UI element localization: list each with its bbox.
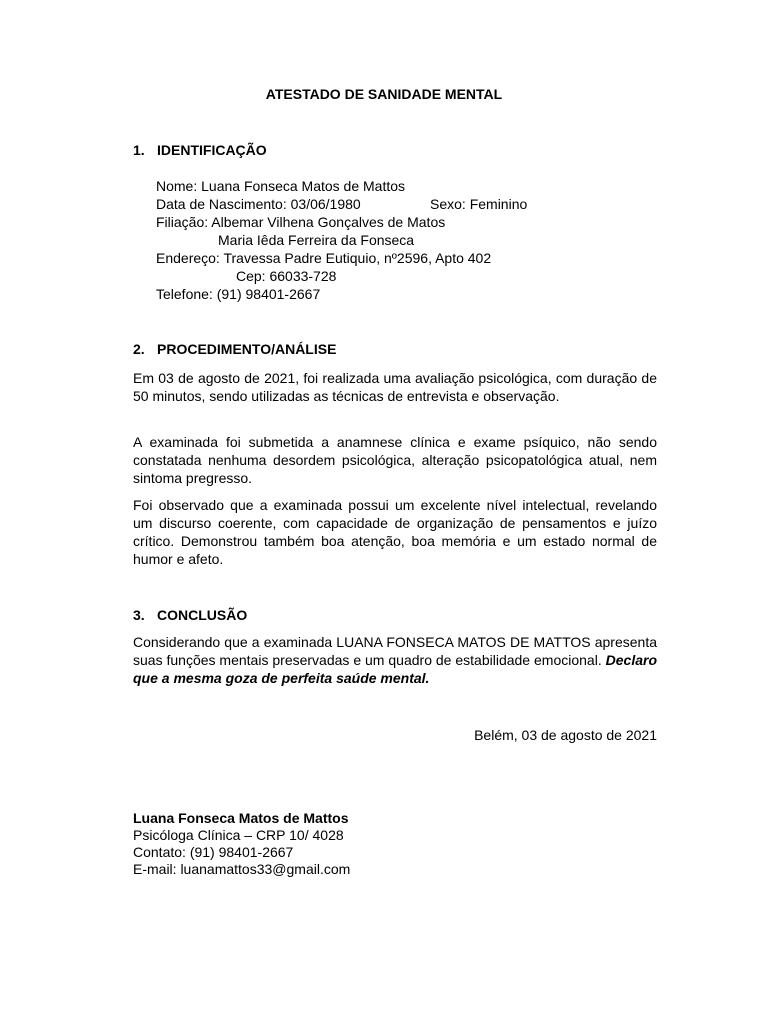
section-number: 1.	[133, 142, 145, 158]
section-number: 2.	[133, 341, 145, 357]
section-title: CONCLUSÃO	[157, 607, 248, 623]
document-title: ATESTADO DE SANIDADE MENTAL	[265, 86, 503, 102]
id-name: Nome: Luana Fonseca Matos de Mattos	[156, 178, 406, 194]
id-phone: Telefone: (91) 98401-2667	[156, 286, 321, 302]
analysis-paragraph-2: A examinada foi submetida a anamnese clínica e exame psíquico, não sendo constatada nenhuma desordem psicológica, alteração psicopatológica atual, nem sintoma pregresso.	[133, 434, 657, 486]
conclusion-declaration: Declaro que a mesma goza de perfeita saúde mental.	[133, 652, 657, 686]
place-date: Belém, 03 de agosto de 2021	[474, 727, 657, 743]
signature-role: Psicóloga Clínica – CRP 10/ 4028	[133, 827, 344, 843]
id-sex: Sexo: Feminino	[430, 196, 528, 212]
id-cep: Cep: 66033-728	[236, 268, 337, 284]
section-number: 3.	[133, 607, 145, 623]
section-title: IDENTIFICAÇÃO	[157, 142, 267, 158]
section-identification-heading	[133, 141, 267, 159]
analysis-paragraph-1: Em 03 de agosto de 2021, foi realizada uma avaliação psicológica, com duração de 50 minutos, sendo utilizadas as técnicas de entrevista e observação.	[133, 370, 657, 404]
conclusion-paragraph	[133, 633, 657, 687]
id-filiation-father: Filiação: Albemar Vilhena Gonçalves de Matos	[156, 214, 446, 230]
section-analysis-heading	[133, 340, 336, 358]
id-address: Endereço: Travessa Padre Eutiquio, nº2596, Apto 402	[156, 250, 492, 266]
section-conclusion-heading	[133, 606, 247, 624]
id-birth: Data de Nascimento: 03/06/1980	[156, 196, 361, 212]
conclusion-text: Considerando que a examinada LUANA FONSECA MATOS DE MATTOS apresenta suas funções mentais preservadas e um quadro de estabilidade emocional.	[133, 634, 657, 668]
section-title: PROCEDIMENTO/ANÁLISE	[157, 341, 337, 357]
analysis-paragraph-3: Foi observado que a examinada possui um excelente nível intelectual, revelando um discurso coerente, com capacidade de organização de pensamentos e juízo crítico. Demonstrou também boa atenção, boa memória e um estado normal de humor e afeto.	[133, 497, 657, 567]
id-filiation-mother: Maria Iêda Ferreira da Fonseca	[218, 232, 415, 248]
signature-name: Luana Fonseca Matos de Mattos	[133, 810, 349, 826]
signature-contact: Contato: (91) 98401-2667	[133, 844, 294, 860]
signature-email: E-mail: luanamattos33@gmail.com	[133, 861, 351, 877]
